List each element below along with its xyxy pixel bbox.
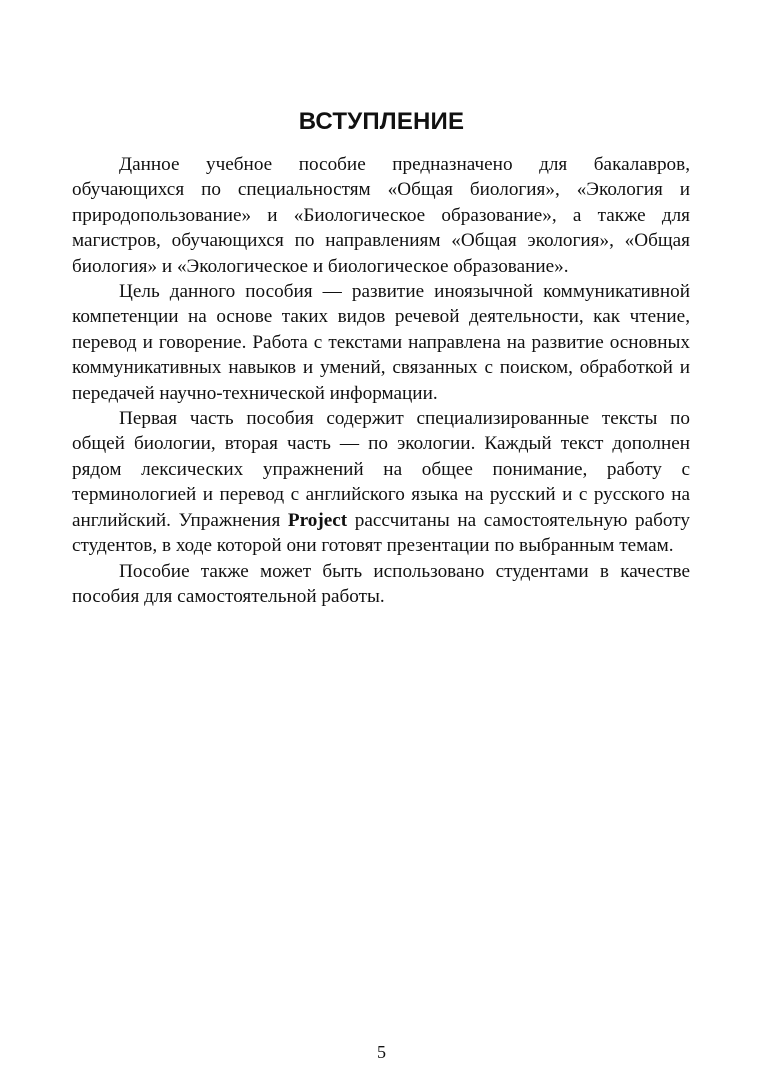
paragraph-3 — [72, 406, 690, 558]
paragraph-1: Данное учебное пособие предназначено для бакалавров, обучающихся по специальностям «Общая биология», «Экология и природопользование» и «Биологическое образование», а также для магистров, обучающихся по направлениям «Общая экология», «Общая биология» и «Экологическое и биологическое образование». — [72, 154, 690, 277]
page-number: 5 — [377, 1042, 386, 1062]
paragraph-3-text-after: рассчитаны на самостоятельную работу студентов, в ходе которой они готовят презентации по выбранным темам. — [72, 509, 690, 557]
body-text — [72, 152, 690, 609]
paragraph-2: Цель данного пособия — развитие иноязычной коммуникативной компетенции на основе таких видов речевой деятельности, как чтение, перевод и говорение. Работа с текстами направлена на развитие основных коммуникативных навыков и умений, связанных с поиском, обработкой и передачей научно-технической информации. — [72, 281, 690, 404]
project-term: Project — [287, 509, 348, 531]
paragraph-3-text-before: Первая часть пособия содержит специализированные тексты по общей биологии, вторая часть — по экологии. Каждый текст дополнен рядом лексических упражнений на общее понимание, работу с терминологией и перевод с английского языка на русский и с русского на английский. Упражнения — [72, 408, 690, 531]
page-title: ВСТУПЛЕНИЕ — [298, 108, 465, 135]
paragraph-4: Пособие также может быть использовано студентами в качестве пособия для самостоятельной работы. — [72, 560, 690, 607]
